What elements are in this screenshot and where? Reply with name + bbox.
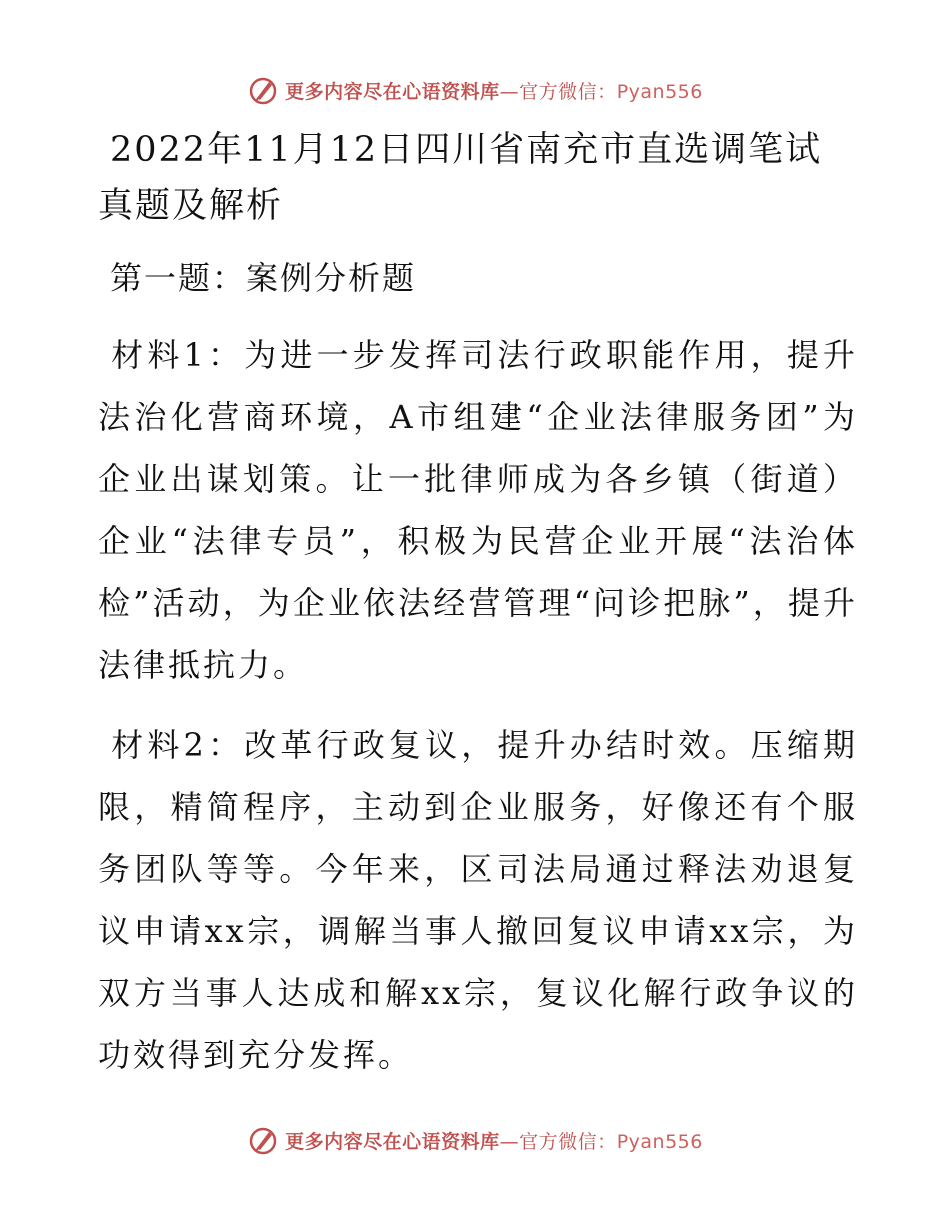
paragraph-material-1 — [98, 324, 858, 696]
header-banner-separator: —官方微信： — [499, 80, 617, 103]
header-banner-wechat-id: Pyan556 — [616, 80, 703, 103]
header-banner-text — [285, 77, 703, 104]
footer-banner — [0, 1120, 950, 1160]
paragraph-material-2-text: 材料2：改革行政复议，提升办结时效。压缩期限，精简程序，主动到企业服务，好像还有个服务团队等等。今年来，区司法局通过释法劝退复议申请xx宗，调解当事人撤回复议申请xx宗，为双方当事人达成和解xx宗，复议化解行政争议的功效得到充分发挥。 — [98, 726, 858, 1074]
paragraph-material-2 — [98, 714, 858, 1086]
header-banner — [0, 70, 950, 110]
document-body — [98, 122, 858, 1104]
footer-banner-brand: 更多内容尽在心语资料库 — [285, 1130, 500, 1153]
footer-banner-wechat-id: Pyan556 — [616, 1130, 703, 1153]
quill-logo-icon — [247, 74, 279, 106]
document-title — [98, 122, 858, 234]
header-banner-brand: 更多内容尽在心语资料库 — [285, 80, 500, 103]
paragraph-material-1-text: 材料1：为进一步发挥司法行政职能作用，提升法治化营商环境，A市组建“企业法律服务团”为企业出谋划策。让一批律师成为各乡镇（街道）企业“法律专员”，积极为民营企业开展“法治体检”活动，为企业依法经营管理“问诊把脉”，提升法律抵抗力。 — [98, 336, 858, 684]
footer-banner-separator: —官方微信： — [499, 1130, 617, 1153]
document-title-text: 2022年11月12日四川省南充市直选调笔试真题及解析 — [98, 130, 823, 226]
footer-banner-text — [285, 1127, 703, 1154]
quill-logo-icon — [247, 1124, 279, 1156]
section-heading: 第一题：案例分析题 — [110, 259, 417, 297]
